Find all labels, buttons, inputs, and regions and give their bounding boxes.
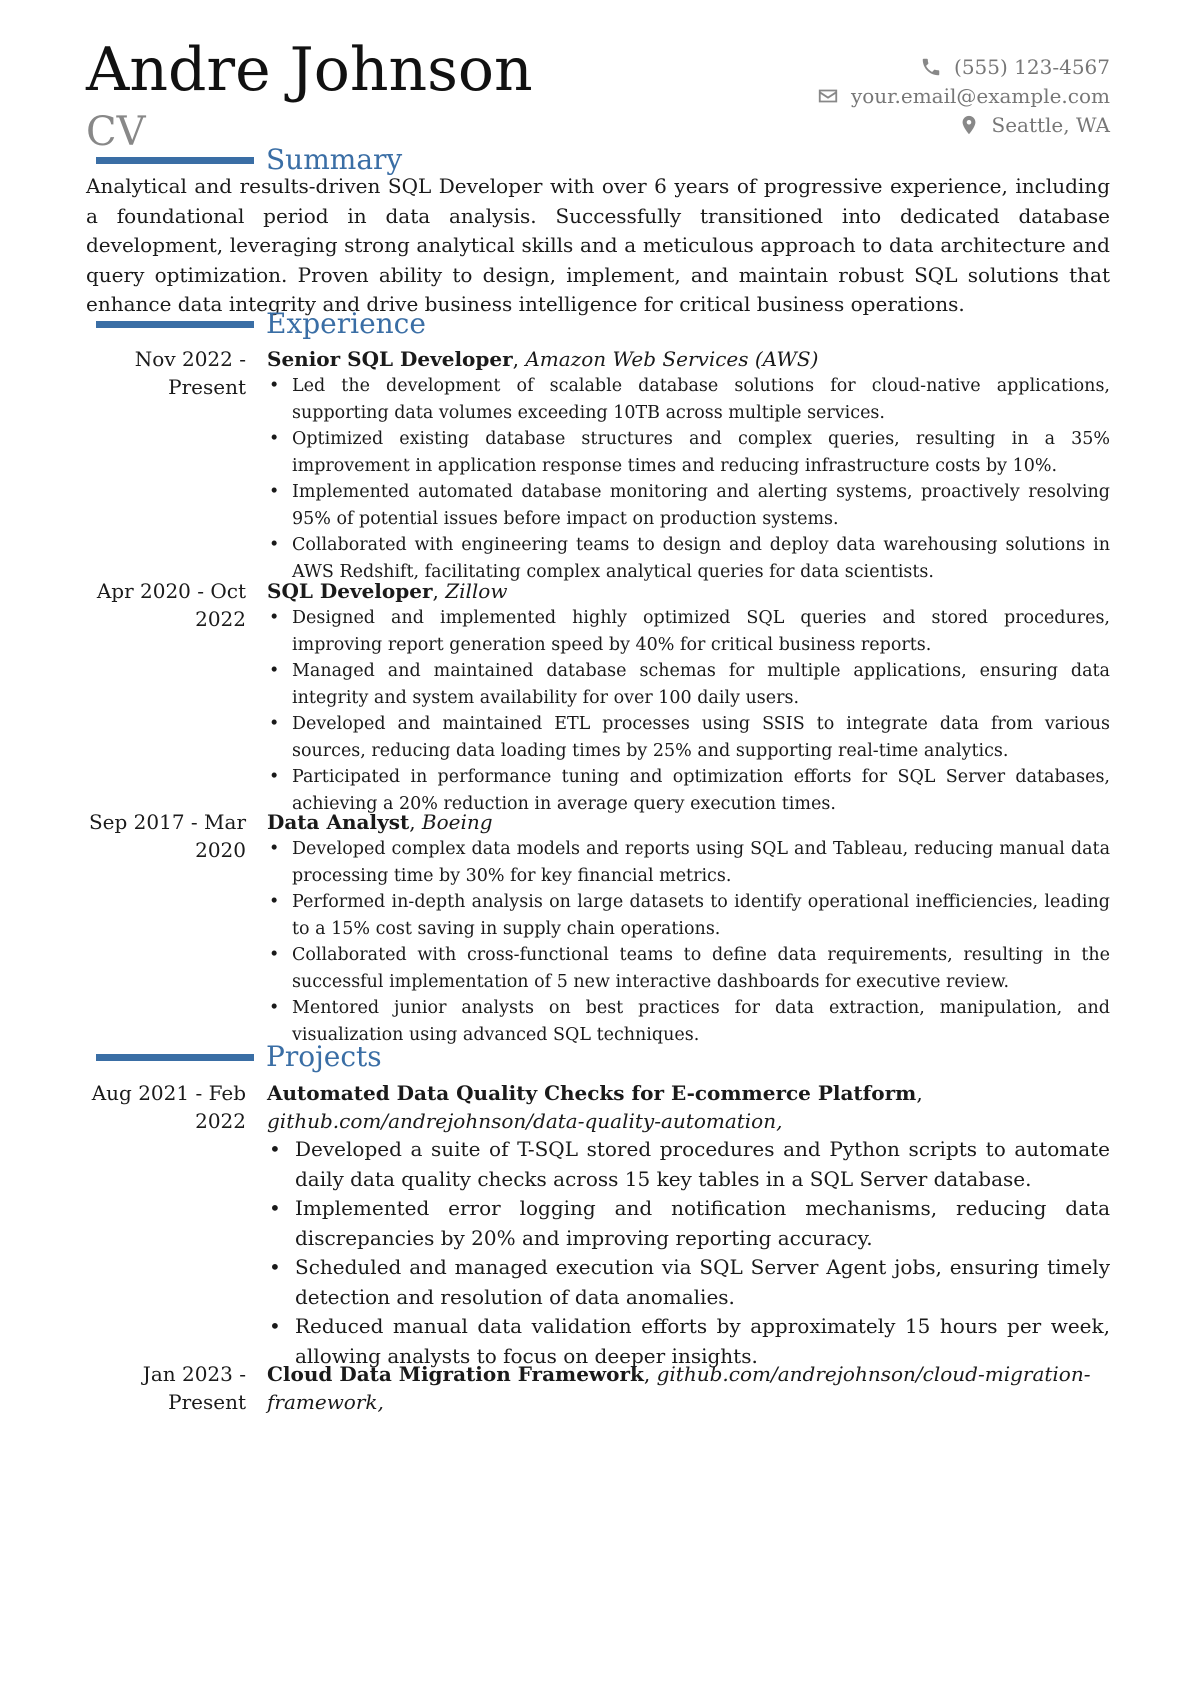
bullet-item: • Participated in performance tuning and optimization efforts for SQL Server databases, achieving a 20% reduction in average query execution times. [267, 764, 1110, 817]
entry-heading: Cloud Data Migration Framework, github.com/andrejohnson/cloud-migration-framework, [267, 1362, 1091, 1414]
contact-block [817, 52, 1110, 139]
summary-text: Analytical and results-driven SQL Developer with over 6 years of progressive experience, including a foundational period in data analysis. Successfully transitioned into dedicated database development, leveraging strong analytical skills and a meticulous approach to data architecture and query optimization. Proven ability to design, implement, and maintain robust SQL solutions that enhance data integrity and drive business intelligence for critical business operations. [86, 174, 1110, 317]
project-name: Automated Data Quality Checks for E-commerce Platform [267, 1081, 917, 1105]
section-header-experience [96, 307, 1110, 340]
document-type: CV [86, 109, 146, 155]
bullet-item: • Implemented automated database monitoring and alerting systems, proactively resolving 95% of potential issues before impact on production systems. [267, 479, 1110, 532]
project-name: Cloud Data Migration Framework [267, 1362, 644, 1386]
bullet-list [267, 373, 1110, 585]
bullet-item: • Collaborated with engineering teams to design and deploy data warehousing solutions in AWS Redshift, facilitating complex analytical queries for data scientists. [267, 532, 1110, 585]
entry-date: Nov 2022 - Present [134, 347, 246, 399]
section-header-projects [96, 1040, 1110, 1073]
job-title: Senior SQL Developer [267, 347, 513, 371]
bullet-item: • Optimized existing database structures and complex queries, resulting in a 35% improvement in application response times and reducing infrastructure costs by 10%. [267, 426, 1110, 479]
bullet-list [267, 1135, 1110, 1371]
project-link[interactable]: github.com/andrejohnson/cloud-migration-framework, [267, 1362, 1091, 1414]
entry-body [267, 1079, 1110, 1371]
section-title-projects: Projects [266, 1040, 382, 1073]
map-marker-icon [958, 114, 980, 136]
entry-heading: SQL Developer, Zillow [267, 579, 508, 603]
bullet-list [267, 836, 1110, 1048]
bullet-list [267, 605, 1110, 817]
entry-body [267, 1360, 1110, 1416]
company-name: Amazon Web Services (AWS) [525, 347, 819, 371]
project-link[interactable]: github.com/andrejohnson/data-quality-automation, [267, 1109, 783, 1133]
entry-date: Sep 2017 - Mar 2020 [88, 810, 246, 862]
section-bar [96, 321, 254, 328]
bullet-item: • Reduced manual data validation efforts by approximately 15 hours per week, allowing analysts to focus on deeper insights. [267, 1312, 1110, 1371]
bullet-item: • Developed a suite of T-SQL stored procedures and Python scripts to automate daily data quality checks across 15 key tables in a SQL Server database. [267, 1135, 1110, 1194]
entry-heading: Automated Data Quality Checks for E-commerce Platform, github.com/andrejohnson/data-quality-automation, [267, 1081, 923, 1133]
bullet-item: • Designed and implemented highly optimized SQL queries and stored procedures, improving report generation speed by 40% for critical business reports. [267, 605, 1110, 658]
entry-body [267, 345, 1110, 585]
entry-heading: Senior SQL Developer, Amazon Web Services (AWS) [267, 347, 819, 371]
entry-date: Aug 2021 - Feb 2022 [91, 1081, 246, 1133]
entry-body [267, 577, 1110, 817]
contact-location [817, 110, 1110, 139]
email-address[interactable]: your.email@example.com [850, 83, 1110, 108]
location-text: Seattle, WA [991, 112, 1110, 137]
bullet-item: • Scheduled and managed execution via SQL Server Agent jobs, ensuring timely detection and resolution of data anomalies. [267, 1253, 1110, 1312]
company-name: Zillow [445, 579, 508, 603]
entry-heading: Data Analyst, Boeing [267, 810, 493, 834]
company-name: Boeing [421, 810, 493, 834]
envelope-icon [817, 85, 839, 107]
bullet-item: • Developed complex data models and reports using SQL and Tableau, reducing manual data processing time by 30% for key financial metrics. [267, 836, 1110, 889]
entry-body [267, 808, 1110, 1048]
phone-number[interactable]: (555) 123-4567 [954, 54, 1110, 79]
phone-icon [920, 56, 942, 78]
bullet-item: • Collaborated with cross-functional teams to define data requirements, resulting in the successful implementation of 5 new interactive dashboards for executive review. [267, 942, 1110, 995]
bullet-item: • Developed and maintained ETL processes using SSIS to integrate data from various sources, reducing data loading times by 25% and supporting real-time analytics. [267, 711, 1110, 764]
contact-phone [817, 52, 1110, 81]
entry-date: Jan 2023 - Present [142, 1362, 246, 1414]
section-header-summary [96, 143, 1110, 176]
entry-date: Apr 2020 - Oct 2022 [96, 579, 246, 631]
bullet-item: • Managed and maintained database schemas for multiple applications, ensuring data integrity and system availability for over 100 daily users. [267, 658, 1110, 711]
bullet-item: • Implemented error logging and notification mechanisms, reducing data discrepancies by 20% and improving reporting accuracy. [267, 1194, 1110, 1253]
bullet-item: • Performed in-depth analysis on large datasets to identify operational inefficiencies, leading to a 15% cost saving in supply chain operations. [267, 889, 1110, 942]
job-title: SQL Developer [267, 579, 433, 603]
section-title-summary: Summary [266, 143, 403, 176]
candidate-name: Andre Johnson [86, 35, 533, 105]
section-bar [96, 157, 254, 164]
bullet-item: • Mentored junior analysts on best practices for data extraction, manipulation, and visualization using advanced SQL techniques. [267, 995, 1110, 1048]
job-title: Data Analyst [267, 810, 410, 834]
bullet-item: • Led the development of scalable database solutions for cloud-native applications, supporting data volumes exceeding 10TB across multiple services. [267, 373, 1110, 426]
contact-email [817, 81, 1110, 110]
section-bar [96, 1054, 254, 1061]
section-title-experience: Experience [266, 307, 426, 340]
